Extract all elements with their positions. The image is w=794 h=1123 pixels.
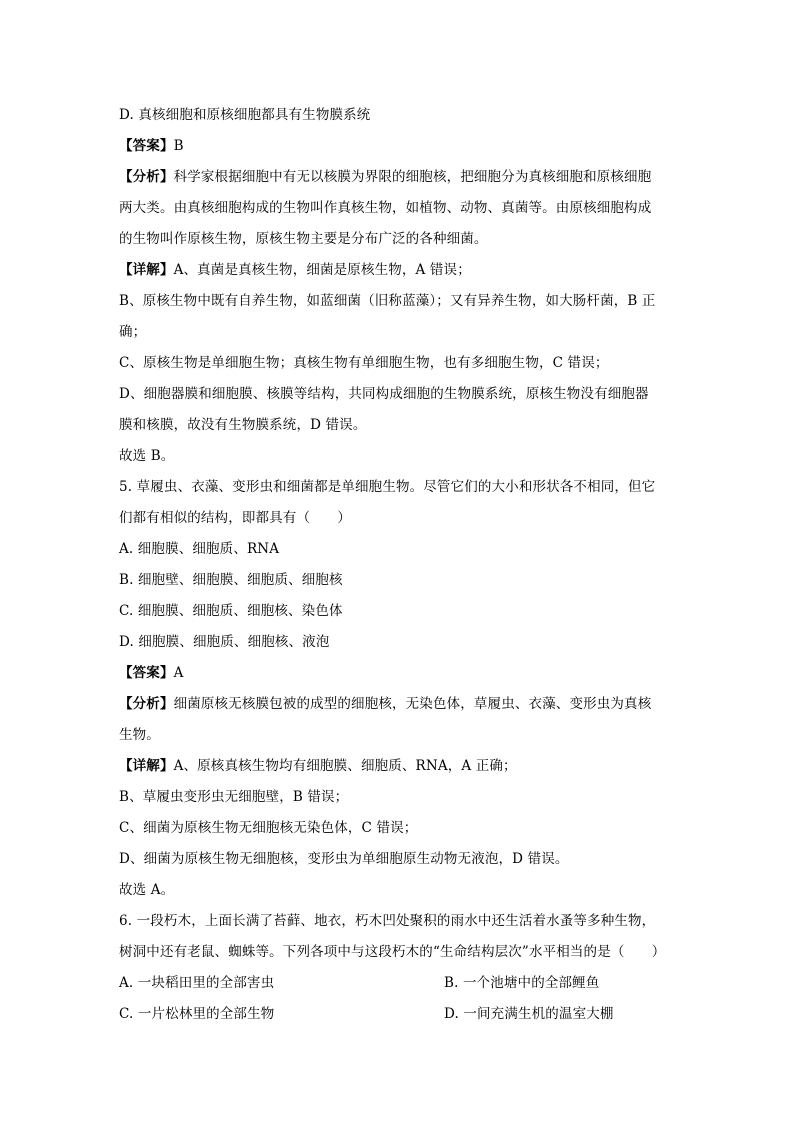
- q5-answer: [119, 658, 679, 689]
- q4-detail-line: 确；: [119, 324, 147, 340]
- q6-option-a: A. 一块稻田里的全部害虫: [119, 975, 275, 991]
- q4-detail-line: 膜和核膜，故没有生物膜系统，D 错误。: [119, 417, 367, 433]
- q5-analysis-line: 生物。: [119, 727, 160, 743]
- q6-options-row: [119, 968, 679, 999]
- answer-label: 【答案】: [119, 665, 174, 681]
- q5-option-d: D. 细胞膜、细胞质、细胞核、液泡: [119, 634, 330, 650]
- q4-detail-line: [119, 255, 679, 286]
- q4-detail-line: B、原核生物中既有自养生物，如蓝细菌（旧称蓝藻）；又有异养生物，如大肠杆菌，B 正: [119, 293, 656, 309]
- q5-detail-line: B、草履虫变形虫无细胞壁，B 错误；: [119, 789, 349, 805]
- q5-conclusion: 故选 A。: [119, 882, 175, 898]
- q4-conclusion: 故选 B。: [119, 448, 175, 464]
- q4-analysis-line: 两大类。由真核细胞构成的生物叫作真核生物，如植物、动物、真菌等。由原核细胞构成: [119, 200, 652, 216]
- q5-detail-line: [119, 751, 679, 782]
- q5-detail-line: C、细菌为原核生物无细胞核无染色体，C 错误；: [119, 820, 418, 836]
- q4-analysis-line: [119, 162, 679, 193]
- q4-detail-line: C、原核生物是单细胞生物；真核生物有单细胞生物，也有多细胞生物，C 错误；: [119, 355, 609, 371]
- detail-label: 【详解】: [119, 262, 174, 278]
- analysis-text: 细菌原核无核膜包被的成型的细胞核，无染色体，草履虫、衣藻、变形虫为真核: [173, 696, 652, 712]
- q5-detail-line: D、细菌为原核生物无细胞核，变形虫为单细胞原生动物无液泡，D 错误。: [119, 851, 569, 867]
- q4-option-d: D. 真核细胞和原核细胞都具有生物膜系统: [119, 107, 371, 123]
- detail-text: A、原核真核生物均有细胞膜、细胞质、RNA，A 正确；: [173, 758, 517, 774]
- q6-stem-line: 6. 一段朽木，上面长满了苔藓、地衣，朽木凹处聚积的雨水中还生活着水蚤等多种生物，: [119, 913, 656, 929]
- answer-value: B: [173, 138, 184, 154]
- q5-option-a: A. 细胞膜、细胞质、RNA: [119, 541, 280, 557]
- answer-value: A: [173, 665, 184, 681]
- q6-option-c: C. 一片松林里的全部生物: [119, 1006, 275, 1022]
- answer-label: 【答案】: [119, 138, 174, 154]
- q5-stem-line: 们都有相似的结构，即都具有（ ）: [119, 510, 352, 526]
- analysis-label: 【分析】: [119, 696, 174, 712]
- document-page: [119, 100, 679, 1030]
- q5-option-c: C. 细胞膜、细胞质、细胞核、染色体: [119, 603, 343, 619]
- detail-label: 【详解】: [119, 758, 174, 774]
- q6-options-row: [119, 999, 679, 1030]
- q4-detail-line: D、细胞器膜和细胞膜、核膜等结构，共同构成细胞的生物膜系统，原核生物没有细胞器: [119, 386, 649, 402]
- q5-analysis-line: [119, 689, 679, 720]
- detail-text: A、真菌是真核生物，细菌是原核生物，A 错误；: [173, 262, 471, 278]
- analysis-text: 科学家根据细胞中有无以核膜为界限的细胞核，把细胞分为真核细胞和原核细胞: [173, 169, 652, 185]
- q6-option-b: B. 一个池塘中的全部鲤鱼: [444, 975, 600, 991]
- q6-option-d: D. 一间充满生机的温室大棚: [444, 1006, 614, 1022]
- q5-stem-line: 5. 草履虫、衣藻、变形虫和细菌都是单细胞生物。尽管它们的大小和形状各不相同，但它: [119, 479, 656, 495]
- analysis-label: 【分析】: [119, 169, 174, 185]
- q4-answer: [119, 131, 679, 162]
- q4-analysis-line: 的生物叫作原核生物，原核生物主要是分布广泛的各种细菌。: [119, 231, 488, 247]
- q5-option-b: B. 细胞壁、细胞膜、细胞质、细胞核: [119, 572, 343, 588]
- q6-stem-line: 树洞中还有老鼠、蜘蛛等。下列各项中与这段朽木的“生命结构层次”水平相当的是（ ）: [119, 944, 666, 960]
